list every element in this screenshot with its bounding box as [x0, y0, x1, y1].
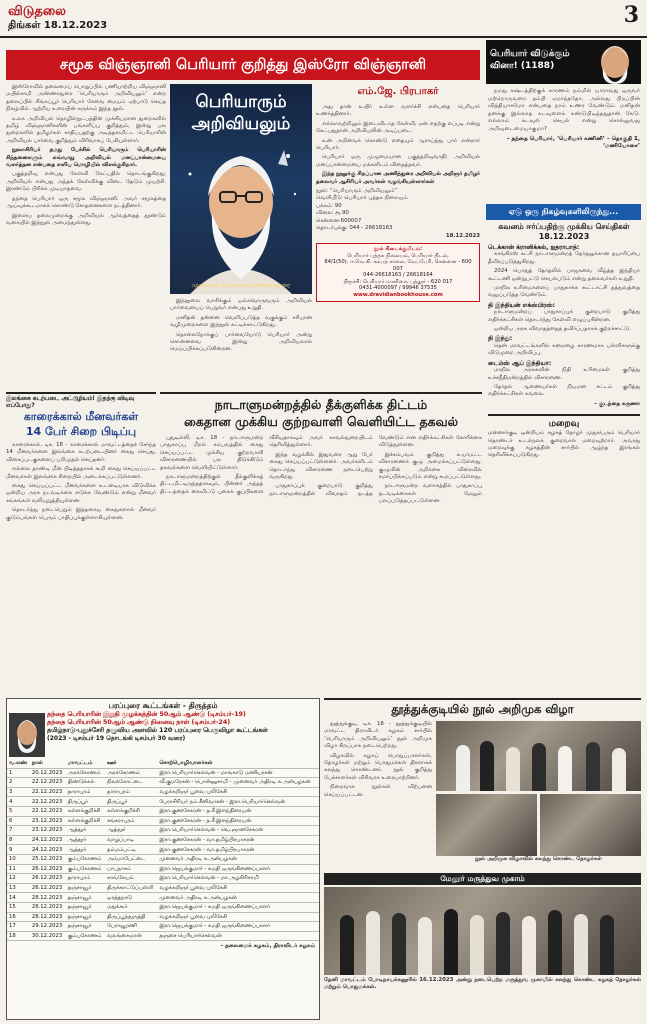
parliament-paragraph: நாடாளுமன்றத்திற்குள் தீக்குளிக்கத் திட்டமிட்டிருந்ததாகவும், பின்னர் அந்தத் திட்டத்தைக் கைவிட்டு புகைக் குப்பிகளை வீசியதாகவும் அவர் காவல்துறையிடம் தெரிவித்துள்ளார். [160, 435, 373, 495]
lead-paragraph: இஸ்ரோவில் தலைமைப் பொறுப்பில் பணியாற்றிய விஞ்ஞானி மயில்சாமி அண்ணாதுரை ‘பெரியாரும் அறிவியலும்’ என்ற தலைப்பில் சிங்கப்பூர் பெரியார் சேவை மையம் ஏற்பாடு செய்த நிகழ்வில் ஆற்றிய உரையின் சுருக்கம் இந்த நூல். [6, 84, 166, 113]
schedule-row [7, 893, 319, 903]
schedule-cell: 24.12.2023 [30, 835, 66, 845]
schedule-row [7, 816, 319, 826]
schedule-cell: முனைவர் அதிரடி க.அன்பழகன் [157, 854, 319, 864]
schedule-body [7, 768, 319, 941]
schedule-cell: கும்பகோணம் [66, 854, 105, 864]
schedule-cell: 15 [7, 902, 30, 912]
schedule-row [7, 912, 319, 922]
schedule-row [7, 845, 319, 855]
schedule-cell: தஞ்சாவூர் [66, 902, 105, 912]
book-author: முனைவர் மயில்சாமி அண்ணாதுரை [191, 282, 291, 289]
schedule-cell: 4 [7, 797, 30, 807]
schedule-cell: பேராசிரியர் நம்.சீனிவாசன் - இரா.பெரியார்செல்வன் [157, 797, 319, 807]
schedule-row [7, 854, 319, 864]
news-item: ஒன்றிய அரசு விவாதத்தைத் தவிர்ப்பதாகக் குற்றச்சாட்டு. [494, 326, 631, 333]
store-line: திருச்சி: பெரியார் மாளிகை, புத்தூர் - 620 017 [343, 278, 453, 285]
schedule-cell: கள்ளக்குறிச்சி [66, 816, 105, 826]
schedule-cell: 7 [7, 826, 30, 836]
schedule-cell: தஞ்சாவூர் [66, 912, 105, 922]
schedule-row [7, 835, 319, 845]
parliament-paragraph: புதுடில்லி, டிச. 18 - நாடாளுமன்ற பாதுகாப்பு மீறல் சம்பவத்தில் கைது செய்யப்பட்ட முக்கிய குற்றவாளி விசாரணையில் பல திடுக்கிடும் தகவல்களை வெளியிட்டுள்ளார். [160, 435, 264, 471]
schedule-cell: இரா.பெரியார்செல்வன் - வெ.ஞானசேகரன் [157, 826, 319, 836]
schedule-cell: இரா.குணசேகரன் - வா.தமிழ்பிரபாகரன் [157, 845, 319, 855]
schedule-cell: கும்பகோணம் [66, 931, 105, 941]
store-website: www.dravidianbookhouse.com [353, 292, 443, 299]
schedule-cell: 12 [7, 874, 30, 884]
news-signature: – குடந்தை கருணா [594, 400, 640, 407]
schedule-cell: திண்டுக்கல் [66, 778, 105, 788]
lead-highlight: இந்த நூலுக்கு சிறப்பான அணிந்துரை அறிவியல் அறிஞர் தமிழர் தலைவர் ஆசிரியர் அவர்கள் வழங்கியுள்ளார்கள் [316, 171, 480, 185]
schedule-cell: திருக்காட்டுப்பள்ளி [105, 883, 157, 893]
schedule-cell: பேராவூரணி [105, 922, 157, 932]
store-box [316, 243, 480, 302]
photo-caption: நூல் அறிமுக விழாவில் கலந்து கொண்ட தோழர்கள் [475, 856, 602, 862]
schedule-cell: திருப்பூர் [105, 797, 157, 807]
schedule-title-1: தந்தை பெரியாரின் இறுதி முழக்கத்தின் 50ஆம் ஆண்டு (டிசம்பர்-19) [47, 711, 246, 718]
schedule-cell: அரக்கோணம் [66, 768, 105, 778]
schedule-title-2: தந்தை பெரியாரின் 50ஆம் ஆண்டு நினைவு நாள் (டிசம்பர்-24) [47, 719, 231, 726]
schedule-cell: இரா.பெரியார்செல்வன் - மா.அழகிரிசாமி [157, 874, 319, 884]
schedule-cell: 14 [7, 893, 30, 903]
schedule-cell: தாராபுரம் [105, 787, 157, 797]
paper-name: விடுதலை [8, 4, 66, 19]
schedule-row [7, 883, 319, 893]
schedule-cell: திருப்பூர் [66, 797, 105, 807]
store-line: 044-26618163 / 26618164 [363, 272, 433, 279]
schedule-title-4: (2023 - டிசம்பர் 19 தொடங்கி டிசம்பர் 30 வரை) [47, 735, 186, 742]
schedule-title-3: தமிழ்நாடு-புதுச்சேரி தழுவிய அளவில் 120 பரப்புரை பெருவிழா கூட்டங்கள் [47, 727, 268, 734]
schedule-cell: 30.12.2023 [30, 931, 66, 941]
camp-caption: தேனி மாவட்டம் போடிநாயக்கனூரில் 16.12.2023 அன்று நடைபெற்ற மருத்துவ முகாமில் கலந்து கொண்ட கழகத் தோழர்கள் மற்றும் பொதுமக்கள். [324, 977, 641, 991]
schedule-cell: இரா.ஜெயக்குமார் - சுமதி ஒருங்கிணைப்பாளர் [157, 902, 319, 912]
sidebar-news [488, 222, 640, 628]
schedule-row [7, 787, 319, 797]
schedule-cell: திருப்பூந்துருத்தி [105, 912, 157, 922]
news-section-title: டெக்கான் க்ரானிக்கல், ஐதராபாத்: [488, 244, 580, 251]
periyar-portrait-icon [589, 40, 639, 84]
event-photo-audience [436, 794, 537, 856]
lead-paragraph-bold: நூலாசிரியர் தமது பேச்சில் பெரியாரும் பெரியாரின் சிந்தனைகளும் எவ்வாறு அறிவியல் மனப்பான்மையை வளர்த்தன என்பதை எளிய மொழியில் விளக்குகிறார். [6, 147, 166, 169]
schedule-cell: வீ.குமரேசன் - பொன்னுசாமி - முனைவர் அதிரடி க.அன்பழகன் [157, 778, 319, 788]
schedule-box [6, 698, 320, 1020]
byline: எம்.ஜே. பிரபாகர் [357, 86, 439, 97]
schedule-cell: இரா.ஜெயக்குமார் - சுமதி ஒருங்கிணைப்பாளர் [157, 864, 319, 874]
book-detail-line: சென்னை-600007 [316, 217, 362, 224]
schedule-cell: 28.12.2023 [30, 902, 66, 912]
schedule-cell: அரக்கோணம் [105, 768, 157, 778]
parliament-paragraph: இச்சம்பவம் குறித்து உயர்மட்ட விசாரணைக் குழு அமைக்கப்பட்டுள்ளது. குழுவின் அறிக்கை விரைவில் சமர்ப்பிக்கப்படும் என்று கூறப்பட்டுள்ளது. [378, 451, 482, 481]
periyar-photo-icon [9, 713, 45, 757]
schedule-cell: தாராபுரம் [66, 787, 105, 797]
book-launch-paragraph: விழாவில் கழகப் பொறுப்பாளர்கள், தோழர்கள் மற்றும் பொதுமக்கள் திரளாகக் கலந்து கொண்டனர். நூல் குறித்து பேச்சாளர்கள் விரிவாக உரையாற்றினர். [324, 752, 432, 781]
book-detail-line: விலை: ரூ.90 [316, 210, 349, 217]
book-details [316, 188, 480, 240]
schedule-footer: – தலைமைக் கழகம், திராவிடர் கழகம் [220, 943, 315, 950]
schedule-row [7, 931, 319, 941]
schedule-cell: வழக்கறிஞர் பூவை புலிகேசி [157, 787, 319, 797]
camp-subheading: மேலூர் மருத்துவ முகாம் [324, 873, 641, 885]
schedule-cell: இரா.ஜெயக்குமார் - சுமதி ஒருங்கிணைப்பாளர் [157, 922, 319, 932]
schedule-row [7, 874, 319, 884]
fishermen-story [6, 392, 156, 644]
lead-paragraph: தொலைநோக்குப் பார்வையோடு பெரியார் அன்று சொன்னவை இன்று அறிவியலால் மெய்ப்பிக்கப்படுகின்றன. [170, 331, 312, 353]
schedule-cell: 8 [7, 835, 30, 845]
schedule-cell: 26.12.2023 [30, 874, 66, 884]
book-launch-paragraph: தூத்துக்குடி, டிச. 18 - தூத்துக்குடியில் மாவட்ட திராவிடர் கழகம் சார்பில் ‘பெரியாரும் அறிவியலும்’ நூல் அறிமுக விழா சிறப்பாக நடைபெற்றது. [324, 721, 432, 750]
book-detail-line: தொடர்புக்கு: 044 - 26618163 [316, 225, 393, 232]
schedule-cell: 23.12.2023 [30, 826, 66, 836]
fishermen-kicker: இலங்கை கடற்படை அட்டூழியம்! இதற்கு விடிவு எப்போது? [6, 396, 135, 409]
schedule-cell: கும்பகோணம் [66, 864, 105, 874]
sidebar-question-body [488, 88, 640, 200]
schedule-cell: 26.12.2023 [30, 883, 66, 893]
schedule-cell: இரா.குணசேகரன் - த.சீ.இளந்திரையன் [157, 806, 319, 816]
schedule-cell: 10 [7, 854, 30, 864]
schedule-row [7, 797, 319, 807]
book-launch-headline: தூத்துக்குடியில் நூல் அறிமுக விழா [391, 702, 574, 716]
column-header: சொற்பொழிவாளர்கள் [157, 759, 319, 768]
book-launch-paragraph: நிறைவாக நூல்கள் விற்பனை செய்யப்பட்டன. [324, 784, 432, 798]
column-header: மாவட்டம் [66, 759, 105, 768]
schedule-cell: அம்மாபேட்டை [105, 854, 157, 864]
lead-paragraph: பகுத்தறிவு என்பது கேள்வி கேட்பதில் தொடங்குகிறது; அறிவியல் என்பது அந்தக் கேள்விக்கு விடை தேடும் முயற்சி. இரண்டும் பிரிக்க முடியாதவை. [6, 171, 166, 193]
lead-paragraph: எல்லாவற்றிலும் இடைவிடாத கேள்வி, ஏன் எதற்கு எப்படி என்று கேட்பதுதான் அறிவியலின் அடிப்படை. [316, 120, 480, 135]
sidebar-question-banner [486, 40, 641, 84]
book-title-line1: பெரியாரும் [195, 92, 287, 112]
lead-mid-column [170, 298, 312, 386]
schedule-cell: முனைவர் அதிரடி க.அன்பழகன் [157, 893, 319, 903]
schedule-cell: 17 [7, 922, 30, 932]
schedule-cell: மதுக்கூர் [105, 902, 157, 912]
book-title-line2: அறிவியலும் [191, 114, 291, 134]
lead-left-column [6, 84, 166, 386]
lead-paragraph: இளைய தலைமுறைக்கு அறிவியல் ஆர்வத்தைத் தூண்டும் வகையில் இந்நூல் அமைந்துள்ளது. [6, 212, 166, 226]
obit-body: மன்னார்குடி ஒன்றியம் கழகத் தோழர் முதுபெரும் பெரியார் தொண்டர் உடல்நலக் குறைவால் மறைவுற்றார். அவரது மறைவுக்கு கழகத்தின் சார்பில் ஆழ்ந்த இரங்கல் தெரிவிக்கப்படுகிறது. [488, 430, 640, 459]
schedule-cell: 25.12.2023 [30, 854, 66, 864]
news-item: தேர்தல் ஆணையர்கள் நியமன சட்டம் குறித்து எதிர்க்கட்சிகள் கவலை. [488, 383, 640, 398]
page-number: 3 [623, 2, 639, 28]
store-line: 84/1(50), ஈ.வெ.கி. சம்பத் சாலை, வேப்பேரி, சென்னை - 600 007 [324, 259, 472, 272]
obit-title: மறைவு [548, 419, 580, 430]
schedule-cell: 24.12.2023 [30, 845, 66, 855]
column-header: வ.எண் [7, 759, 30, 768]
schedule-cell: இரா.குணசேகரன் - வா.தமிழ்பிரபாகரன் [157, 835, 319, 845]
column-header: ஊர் [105, 759, 157, 768]
schedule-cell: ஆத்தூர் [105, 826, 157, 836]
news-date: 18.12.2023 [538, 232, 590, 241]
obit-box [488, 414, 640, 460]
store-line: பெரியார் புத்தக நிலையம், பெரியார் திடல், [347, 252, 449, 259]
fishermen-paragraph: தொடர்ந்து நடைபெறும் இத்தகைய கைதுகளால் மீனவர் குடும்பங்கள் பெரும் பாதிப்புக்குள்ளாகியுள்ளன. [6, 507, 156, 521]
schedule-cell: 13 [7, 883, 30, 893]
schedule-row [7, 778, 319, 788]
schedule-cell: தஞ்சாவூர் [66, 893, 105, 903]
schedule-cell: 9 [7, 845, 30, 855]
question-text: நமது கஷ்டத்திற்குக் காரணம் நம்மில் யாராவது ஒருவர் மற்றொருவரை நம்பி ஏமாந்ததோ, அல்லது பிறப்பின் வித்தியாசமோ என்பதை நாம் உணர வேண்டும். மனிதன் தனக்கு இல்லாத கடவுளைக் கண்டுபிடித்ததுதான் கேடு. எல்லாம் கடவுள் செயல் என்று சொல்லுவது அறிவுடைமையாகுமா? [488, 88, 640, 132]
schedule-cell: இரா.குணசேகரன் - த.சீ.இளந்திரையன் [157, 816, 319, 826]
book-cover [170, 84, 312, 294]
schedule-cell: 18 [7, 931, 30, 941]
lead-paragraph: உன் அறிவைக் கொண்டு எதையும் ஆராய்ந்து பார் என்றார் பெரியார். [316, 137, 480, 152]
news-section-title: தி இந்தியன் எக்ஸ்பிரஸ்: [488, 301, 556, 309]
schedule-cell: வழக்கறிஞர் பூவை புலிகேசி [157, 883, 319, 893]
schedule-row [7, 806, 319, 816]
book-launch-story [324, 698, 641, 1020]
schedule-cell: ஆத்தூர் [66, 845, 105, 855]
news-item: மாநில அரசுகளின் நிதி உரிமைகள் குறித்து உச்சநீதிமன்றத்தில் விசாரணை. [488, 367, 640, 381]
lead-right-column [316, 84, 480, 386]
schedule-cell: 29.12.2023 [30, 922, 66, 932]
periyar-portrait-illustration [170, 134, 312, 294]
schedule-cell: தம்மம்பட்டி [105, 845, 157, 855]
schedule-cell: ஆத்தூர் [66, 826, 105, 836]
schedule-cell: 22.12.2023 [30, 806, 66, 816]
schedule-cell: 28.12.2023 [30, 893, 66, 903]
masthead [0, 0, 647, 38]
schedule-cell: 16 [7, 912, 30, 922]
lead-paragraph: தந்தை பெரியார் ஒரு சமூக விஞ்ஞானி. அவர் சமூகத்தை ஆய்வுக்கூடமாகக் கொண்டு சோதனைகளை நடத்தினார். [6, 195, 166, 210]
schedule-cell: 2 [7, 778, 30, 788]
sidebar-question-title: பெரியார் விடுக்கும் வினா! (1188) [490, 49, 570, 71]
lead-paragraph: உலக அறிவியல் தொழில்நுட்பத்தின் முக்கியமான துறைகளில் தமிழ் விஞ்ஞானிகளின் பங்களிப்பு குறித்தும், இன்று பல துறைகளில் தமிழர்கள் சாதிப்பதற்கு அடித்தளமிட்ட பெரியாரின் அறிவியல் பார்வை குறித்தும் விரிவாகப் பேசியுள்ளார். [6, 115, 166, 144]
schedule-row [7, 864, 319, 874]
parliament-headline-1: நாடாளுமன்றத்தில் தீக்குளிக்க திட்டம் [214, 397, 428, 412]
schedule-header: பரப்புரை கூட்டங்கள் - திருத்தம் [108, 701, 218, 710]
schedule-cell: 3 [7, 787, 30, 797]
book-launch-text [324, 721, 432, 871]
schedule-cell: வலங்கைமான் [105, 931, 157, 941]
fishermen-headline-1: காரைக்கால் மீனவர்கள் [23, 410, 139, 423]
review-date: 18.12.2023 [445, 232, 480, 239]
fishermen-paragraph: கைது செய்யப்பட்ட மீனவர்களை உடனடியாக விடுவிக்க ஒன்றிய அரசு நடவடிக்கை எடுக்க வேண்டும் என்று மீனவர் சங்கங்கள் வலியுறுத்தியுள்ளன. [6, 483, 156, 504]
schedule-header-row [7, 759, 319, 768]
schedule-cell: ஒரத்தநாடு [105, 893, 157, 903]
news-section-title: டைம்ஸ் ஆப் இந்தியா: [488, 359, 552, 367]
schedule-cell: இரா.பெரியார்செல்வன் - மாங்காடு மணியரசன் [157, 768, 319, 778]
schedule-cell: 22.12.2023 [30, 797, 66, 807]
book-detail-line: வெளியீடு: பெரியார் புத்தக நிலையம் [316, 195, 408, 202]
schedule-cell: சங்கராபுரம் [105, 816, 157, 826]
parliament-story [160, 392, 482, 694]
news-heading: கவனம் ஈர்ப்பதிற்கு முக்கிய செய்திகள் [498, 222, 630, 231]
parliament-headline-2: கைதான முக்கிய குற்றவாளி வெளியிட்ட தகவல் [184, 414, 458, 429]
news-item: காங்கிரஸ் கட்சி நாடாளுமன்றத் தேர்தலுக்கான தயாரிப்பை தீவிரப்படுத்துகிறது. [488, 251, 640, 265]
schedule-row [7, 922, 319, 932]
book-detail-line: நூல்: “பெரியாரும் அறிவியலும்” [316, 188, 398, 195]
schedule-cell: தஞ்சை பெரியார்செல்வன் [157, 931, 319, 941]
schedule-cell: 11 [7, 864, 30, 874]
schedule-cell: 28.12.2023 [30, 912, 66, 922]
news-section-title: தி இந்து: [488, 335, 513, 343]
issue-date: திங்கள் 18.12.2023 [8, 20, 108, 31]
schedule-cell: பாபநாசம் [105, 864, 157, 874]
news-item: நாடாளுமன்றப் பாதுகாப்புக் குறைபாடு குறித்து எதிர்க்கட்சிகள் தொடர்ந்து கேள்வி எழுப்புகின்றன. [488, 309, 640, 323]
schedule-cell: 5 [7, 806, 30, 816]
schedule-cell: ஆத்தூர் [66, 835, 105, 845]
schedule-cell: வழக்கறிஞர் பூவை புலிகேசி [157, 912, 319, 922]
book-detail-line: பக்கம்: 90 [316, 202, 342, 209]
schedule-cell: தஞ்சாவூர் [66, 922, 105, 932]
store-line: 0431-4000097 / 99946 37535 [359, 285, 437, 292]
camp-group-photo [324, 887, 641, 975]
sidebar-news-banner: ஏடு ஒரு நிகழ்வுகளிலிருந்து... [486, 204, 641, 220]
lead-paragraph: மனிதன் தன்னை வெளிப்படுத்த வகுக்கும் சரியான வழிமுறைகளை இந்நூல் சுட்டிக்காட்டுகிறது. [170, 314, 312, 329]
column-header: நாள் [30, 759, 66, 768]
parliament-paragraph: பாதுகாப்புக் குறைபாடு குறித்து நாடாளுமன்றத்தில் விவாதம் நடத்த வேண்டும் என எதிர்க்கட்சிகள் கோரிக்கை விடுத்துள்ளன. [269, 435, 482, 497]
schedule-cell: 1 [7, 768, 30, 778]
schedule-cell: வாழப்பாடி [105, 835, 157, 845]
schedule-cell: 23.12.2023 [30, 816, 66, 826]
fishermen-headline-2: 14 பேர் சிறை பிடிப்பு [25, 425, 137, 438]
event-photo-speaker [540, 794, 641, 856]
question-attribution: – தந்தை பெரியார், ‘பெரியார் கணினி’ – தொகுதி 1, ‘மணியோசை’ [506, 135, 640, 150]
news-item: 2024 பொதுத் தேர்தலில் பாஜகவை வீழ்த்த இந்தியா கூட்டணி ஒன்றுபட்டு செயல்படும் என்று தலைவர்கள் உறுதி. [488, 268, 640, 282]
schedule-table [7, 759, 319, 941]
schedule-cell: 22.12.2023 [30, 778, 66, 788]
schedule-cell: 6 [7, 816, 30, 826]
schedule-row [7, 768, 319, 778]
schedule-cell: தாராபுரம் [66, 874, 105, 884]
schedule-cell: கள்ளக்குறிச்சி [66, 806, 105, 816]
parliament-paragraph: நாடாளுமன்ற வளாகத்தில் பாதுகாப்பு நடவடிக்கைகள் மேலும் பலப்படுத்தப்பட்டுள்ளன. [378, 483, 482, 505]
lead-headline: சமூக விஞ்ஞானி பெரியார் குறித்து இஸ்ரோ விஞ்ஞானி [6, 50, 480, 80]
schedule-cell: 26.12.2023 [30, 864, 66, 874]
lead-paragraph: இந்நூலை வாசிக்கும் ஒவ்வொருவரும் அறிவியல் பார்வையைப் பெறுவர் என்பது உறுதி. [170, 298, 312, 312]
schedule-cell: நிலக்கோட்டை [105, 778, 157, 788]
schedule-row [7, 826, 319, 836]
fishermen-paragraph: காரைக்கால், டிச. 18 - காரைக்கால் மாவட்டத்தைச் சேர்ந்த 14 மீனவர்களை இலங்கை கடற்படையினர் கைது செய்து, விசைப்படகுகளைப் பறிமுதல் செய்தனர். [6, 442, 156, 463]
store-heading: நூல் கிடைக்குமிடம்: [373, 245, 423, 252]
schedule-row [7, 902, 319, 912]
news-item: மாநில உரிமைகளைப் பாதுகாக்க கூட்டாட்சி தத்துவத்தை வலுப்படுத்த வேண்டும். [488, 285, 640, 299]
schedule-cell: கள்ளக்குறிச்சி [105, 806, 157, 816]
schedule-cell: 22.12.2023 [30, 787, 66, 797]
schedule-cell: தஞ்சாவூர் [66, 883, 105, 893]
fishermen-paragraph: எல்லை தாண்டி மீன் பிடித்ததாகக் கூறி கைது செய்யப்பட்ட மீனவர்கள் இலங்கை சிறையில் அடைக்கப்பட்டுள்ளனர். [6, 466, 156, 480]
lead-paragraph: பெரியார் ஒரு முழுமையான பகுத்தறிவுவாதி; அறிவியல் மனப்பான்மையை மக்களிடம் விதைத்தவர். [316, 154, 480, 168]
lead-paragraph: அது தான் உயிர் உள்ள வளர்ச்சி என்பதை பெரியார் உணர்த்தினார். [316, 104, 480, 118]
news-item: தென் மாவட்டங்களில் கனமழை காரணமாக பள்ளிகளுக்கு விடுமுறை அறிவிப்பு. [488, 342, 640, 357]
event-photo-stage [436, 721, 641, 791]
parliament-paragraph: இந்த வழக்கில் இதுவரை ஆறு பேர் கைது செய்யப்பட்டுள்ளனர். அவர்களிடம் தொடர்ந்து விசாரணை நடைபெற்று வருகிறது. [269, 451, 373, 481]
schedule-cell: 20.12.2023 [30, 768, 66, 778]
schedule-cell: காங்கேயம் [105, 874, 157, 884]
